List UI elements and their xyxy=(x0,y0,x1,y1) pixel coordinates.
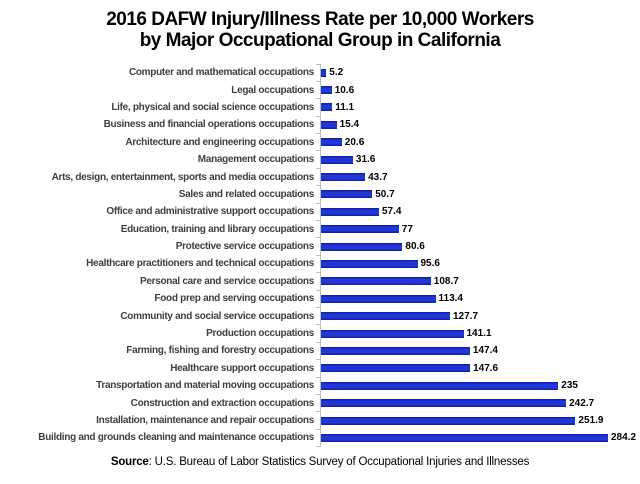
category-label-text: Legal occupations xyxy=(231,84,314,96)
bar-track xyxy=(320,290,640,307)
bar xyxy=(321,434,608,442)
chart-row xyxy=(0,134,640,151)
category-label xyxy=(0,85,320,96)
bar-track xyxy=(320,412,640,429)
value-label: 31.6 xyxy=(355,154,376,166)
chart-title xyxy=(0,0,640,51)
bar xyxy=(321,312,450,320)
bar xyxy=(321,364,470,372)
bar xyxy=(321,86,332,94)
chart-row xyxy=(0,203,640,220)
category-label xyxy=(0,67,320,78)
category-label-text: Sales and related occupations xyxy=(178,188,314,200)
category-label xyxy=(0,189,320,200)
chart-row xyxy=(0,151,640,168)
category-label xyxy=(0,137,320,148)
chart-row xyxy=(0,186,640,203)
value-label: 251.9 xyxy=(578,415,604,426)
chart-row xyxy=(0,273,640,290)
chart-row xyxy=(0,99,640,116)
category-label-text: Healthcare support occupations xyxy=(170,362,314,374)
source-note-label: Source xyxy=(110,455,149,468)
bar xyxy=(321,69,326,77)
category-label-text: Personal care and service occupations xyxy=(140,275,314,287)
bar xyxy=(321,225,399,233)
chart-row xyxy=(0,116,640,133)
chart-row xyxy=(0,377,640,394)
chart-title-line1: 2016 DAFW Injury/Illness Rate per 10,000 Workers xyxy=(106,9,534,30)
category-label-text: Building and grounds cleaning and maintenance occupations xyxy=(38,432,314,444)
source-note xyxy=(0,456,640,468)
value-label: 57.4 xyxy=(382,206,402,218)
bar-track xyxy=(320,203,640,220)
value-label: 127.7 xyxy=(453,310,479,322)
category-label xyxy=(0,380,320,391)
category-label-text: Life, physical and social science occupations xyxy=(111,101,314,113)
category-label-text: Arts, design, entertainment, sports and media occupations xyxy=(51,171,314,183)
category-label xyxy=(0,172,320,183)
bar-track xyxy=(320,360,640,377)
value-label: 242.7 xyxy=(569,397,595,409)
chart-row xyxy=(0,325,640,342)
category-label xyxy=(0,363,320,374)
value-label: 147.6 xyxy=(473,362,499,374)
category-label-text: Management occupations xyxy=(197,154,314,166)
value-label: 50.7 xyxy=(375,188,395,200)
bar xyxy=(321,243,402,251)
chart-row xyxy=(0,394,640,411)
category-label xyxy=(0,258,320,269)
category-label xyxy=(0,293,320,304)
chart-row xyxy=(0,342,640,359)
chart-row xyxy=(0,255,640,272)
category-label xyxy=(0,398,320,409)
chart-row xyxy=(0,168,640,185)
chart-row xyxy=(0,412,640,429)
bar-chart xyxy=(0,64,640,447)
bar xyxy=(321,260,418,268)
category-label xyxy=(0,154,320,165)
category-label xyxy=(0,432,320,443)
chart-row xyxy=(0,64,640,81)
category-label xyxy=(0,311,320,322)
value-label: 10.6 xyxy=(334,84,355,96)
category-label-text: Office and administrative support occupations xyxy=(106,206,314,218)
bar-track xyxy=(320,307,640,324)
category-label xyxy=(0,102,320,113)
bar xyxy=(321,277,431,285)
chart-row xyxy=(0,221,640,238)
value-label: 43.7 xyxy=(368,171,388,183)
category-label xyxy=(0,345,320,356)
category-label xyxy=(0,119,320,130)
category-label-text: Architecture and engineering occupations xyxy=(125,136,314,148)
category-label-text: Protective service occupations xyxy=(175,241,314,253)
bar-track xyxy=(320,151,640,168)
bar xyxy=(321,138,342,146)
source-note-text: : U.S. Bureau of Labor Statistics Survey of Occupational Injuries and Illnesses xyxy=(148,455,530,468)
bar xyxy=(321,382,558,390)
chart-row xyxy=(0,429,640,446)
bar-track xyxy=(320,168,640,185)
category-label-text: Installation, maintenance and repair occupations xyxy=(96,415,314,426)
bar xyxy=(321,103,332,111)
bar-track xyxy=(320,394,640,411)
category-label xyxy=(0,276,320,287)
bar-track xyxy=(320,429,640,446)
value-label: 20.6 xyxy=(344,136,365,148)
category-label-text: Farming, fishing and forestry occupations xyxy=(126,345,314,357)
chart-row xyxy=(0,360,640,377)
bar xyxy=(321,347,470,355)
category-label xyxy=(0,224,320,235)
chart-title-line2: by Major Occupational Group in California xyxy=(139,30,501,51)
bar xyxy=(321,121,337,129)
chart-row xyxy=(0,307,640,324)
bar xyxy=(321,330,464,338)
category-label-text: Transportation and material moving occupations xyxy=(96,380,314,392)
bar-track xyxy=(320,134,640,151)
bar xyxy=(321,417,575,425)
value-label: 141.1 xyxy=(466,328,492,340)
value-label: 77 xyxy=(401,223,413,235)
bar-track xyxy=(320,116,640,133)
bar-track xyxy=(320,238,640,255)
bar-track xyxy=(320,342,640,359)
bar-track xyxy=(320,186,640,203)
category-label-text: Food prep and serving occupations xyxy=(154,293,314,305)
value-label: 95.6 xyxy=(420,258,440,270)
bar-track xyxy=(320,273,640,290)
category-label xyxy=(0,206,320,217)
category-label-text: Healthcare practitioners and technical occupations xyxy=(86,258,314,270)
bar-track xyxy=(320,255,640,272)
bar-track xyxy=(320,325,640,342)
value-label: 235 xyxy=(561,380,578,392)
value-label: 15.4 xyxy=(339,119,360,131)
value-label: 80.6 xyxy=(405,241,425,253)
category-label xyxy=(0,415,320,426)
bar-track xyxy=(320,221,640,238)
bar xyxy=(321,173,365,181)
category-label-text: Education, training and library occupations xyxy=(120,223,314,235)
chart-row xyxy=(0,81,640,98)
bar-track xyxy=(320,99,640,116)
category-label-text: Community and social service occupations xyxy=(120,310,314,322)
value-label: 147.4 xyxy=(472,345,498,357)
category-label xyxy=(0,241,320,252)
bar xyxy=(321,295,436,303)
category-label xyxy=(0,328,320,339)
bar-track xyxy=(320,64,640,81)
category-label-text: Computer and mathematical occupations xyxy=(128,67,314,79)
bar xyxy=(321,156,353,164)
category-label-text: Production occupations xyxy=(206,328,314,340)
bar-track xyxy=(320,81,640,98)
bar xyxy=(321,190,372,198)
value-label: 284.2 xyxy=(611,432,637,444)
category-label-text: Construction and extraction occupations xyxy=(130,397,314,409)
chart-row xyxy=(0,238,640,255)
bar xyxy=(321,208,379,216)
chart-row xyxy=(0,290,640,307)
category-label-text: Business and financial operations occupations xyxy=(103,119,314,131)
value-label: 5.2 xyxy=(329,67,344,79)
value-label: 108.7 xyxy=(433,275,459,287)
value-label: 113.4 xyxy=(438,293,463,305)
value-label: 11.1 xyxy=(335,101,355,113)
bar-track xyxy=(320,377,640,394)
bar xyxy=(321,399,566,407)
